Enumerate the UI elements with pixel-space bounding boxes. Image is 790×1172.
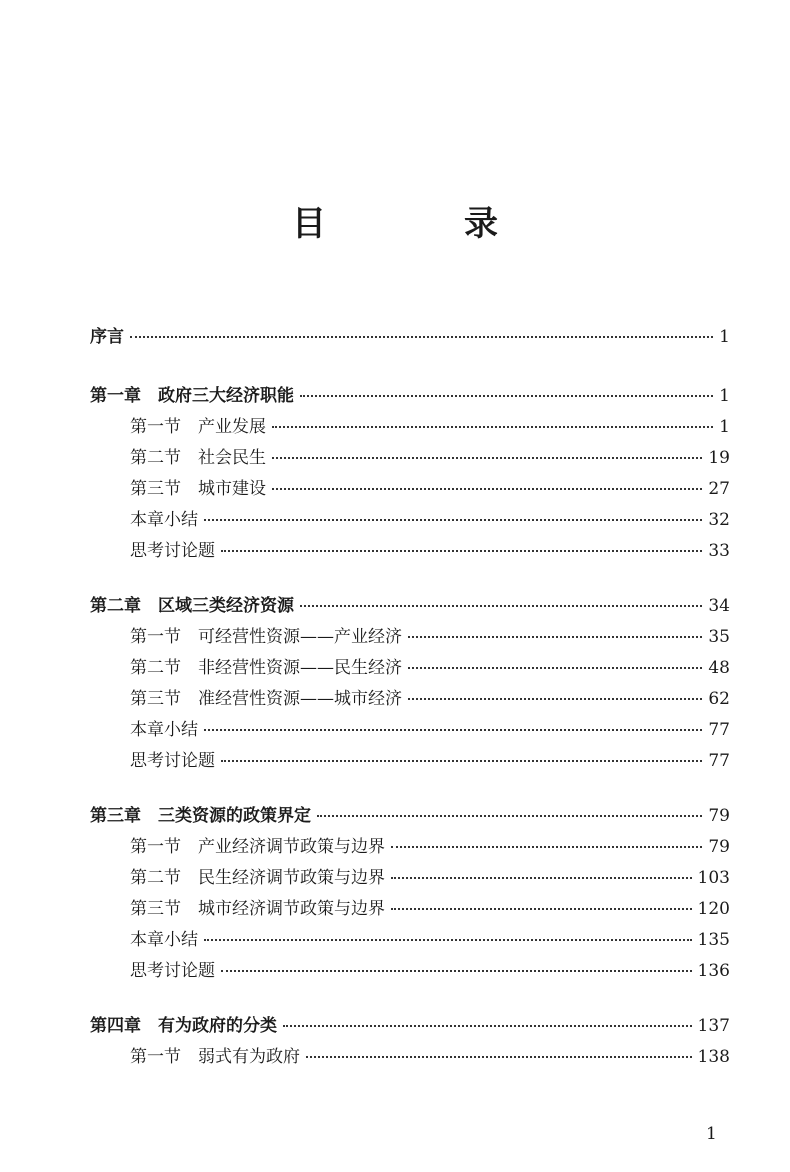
toc-entry-page: 137 [697, 1016, 730, 1036]
toc-section-entry[interactable] [90, 412, 730, 443]
toc-group [90, 591, 730, 777]
toc-section-entry[interactable] [90, 474, 730, 505]
toc-entry-page: 62 [708, 689, 730, 709]
toc-entry-page: 103 [697, 868, 730, 888]
toc-section-entry[interactable] [90, 894, 730, 925]
dot-leader [221, 970, 692, 972]
toc-entry-page: 136 [697, 961, 730, 981]
dot-leader [221, 760, 702, 762]
toc-section-entry[interactable] [90, 622, 730, 653]
toc-entry-label: 第一节 产业发展 [130, 417, 266, 437]
toc-entry-page: 32 [708, 510, 730, 530]
toc-entry-page: 120 [697, 899, 730, 919]
dot-leader [300, 605, 702, 607]
toc-entry-page: 77 [708, 720, 730, 740]
toc-entry-label: 第二节 民生经济调节政策与边界 [130, 868, 385, 888]
dot-leader [204, 939, 692, 941]
toc-section-entry[interactable] [90, 443, 730, 474]
toc-chapter-entry[interactable] [90, 1011, 730, 1042]
toc-section-entry[interactable] [90, 536, 730, 567]
toc-entry-label: 第一章 政府三大经济职能 [90, 386, 294, 406]
toc-entry-page: 79 [708, 837, 730, 857]
toc-entry-label: 思考讨论题 [130, 541, 215, 561]
toc-entry-label: 本章小结 [130, 510, 198, 530]
dot-leader [204, 729, 702, 731]
toc-section-entry[interactable] [90, 925, 730, 956]
toc-entry-label: 思考讨论题 [130, 751, 215, 771]
toc-entry-page: 34 [708, 596, 730, 616]
dot-leader [204, 519, 702, 521]
toc-entry-label: 第三节 城市建设 [130, 479, 266, 499]
toc-entry-page: 138 [697, 1047, 730, 1067]
toc-entry-page: 33 [708, 541, 730, 561]
dot-leader [408, 698, 702, 700]
toc-chapter-entry[interactable] [90, 381, 730, 412]
dot-leader [391, 877, 692, 879]
toc-entry-label: 第一节 可经营性资源——产业经济 [130, 627, 402, 647]
toc-entry-label: 序言 [90, 327, 124, 347]
toc-entry-page: 48 [708, 658, 730, 678]
dot-leader [221, 550, 702, 552]
toc-section-entry[interactable] [90, 505, 730, 536]
toc-entry-label: 本章小结 [130, 720, 198, 740]
toc-section-entry[interactable] [90, 1042, 730, 1073]
dot-leader [300, 395, 713, 397]
toc-entry-page: 1 [719, 327, 730, 347]
toc-chapter-entry[interactable] [90, 801, 730, 832]
toc-section-entry[interactable] [90, 653, 730, 684]
dot-leader [130, 336, 713, 338]
toc-group [90, 322, 730, 353]
dot-leader [391, 846, 702, 848]
toc-entry-label: 第二节 社会民生 [130, 448, 266, 468]
toc-section-entry[interactable] [90, 746, 730, 777]
dot-leader [272, 426, 713, 428]
toc-section-entry[interactable] [90, 715, 730, 746]
toc-entry-page: 79 [708, 806, 730, 826]
dot-leader [283, 1025, 692, 1027]
dot-leader [272, 457, 702, 459]
toc-section-entry[interactable] [90, 863, 730, 894]
toc-entry-label: 第二节 非经营性资源——民生经济 [130, 658, 402, 678]
page-title: 目 录 [292, 204, 550, 244]
toc-group [90, 381, 730, 567]
toc-entry-page: 1 [719, 386, 730, 406]
toc-entry-page: 135 [697, 930, 730, 950]
toc-entry-page: 35 [708, 627, 730, 647]
toc-section-entry[interactable] [90, 832, 730, 863]
toc-entry-page: 1 [719, 417, 730, 437]
dot-leader [317, 815, 702, 817]
toc-entry-label: 第三章 三类资源的政策界定 [90, 806, 311, 826]
toc-entry-label: 第三节 准经营性资源——城市经济 [130, 689, 402, 709]
dot-leader [391, 908, 692, 910]
toc-entry-page: 19 [708, 448, 730, 468]
toc-entry-label: 本章小结 [130, 930, 198, 950]
toc-entry-label: 第四章 有为政府的分类 [90, 1016, 277, 1036]
toc-entry-label: 第一节 弱式有为政府 [130, 1047, 300, 1067]
dot-leader [272, 488, 702, 490]
dot-leader [306, 1056, 692, 1058]
dot-leader [408, 667, 702, 669]
toc-entry-page: 77 [708, 751, 730, 771]
toc-entry-label: 第一节 产业经济调节政策与边界 [130, 837, 385, 857]
dot-leader [408, 636, 702, 638]
toc-entry-page: 27 [708, 479, 730, 499]
page-number: 1 [706, 1124, 717, 1144]
toc-entry-label: 第二章 区域三类经济资源 [90, 596, 294, 616]
toc-section-entry[interactable] [90, 684, 730, 715]
toc-entry-label: 思考讨论题 [130, 961, 215, 981]
table-of-contents [90, 322, 730, 1097]
toc-entry-label: 第三节 城市经济调节政策与边界 [130, 899, 385, 919]
toc-section-entry[interactable] [90, 956, 730, 987]
toc-group [90, 1011, 730, 1073]
toc-chapter-entry[interactable] [90, 322, 730, 353]
toc-chapter-entry[interactable] [90, 591, 730, 622]
toc-group [90, 801, 730, 987]
